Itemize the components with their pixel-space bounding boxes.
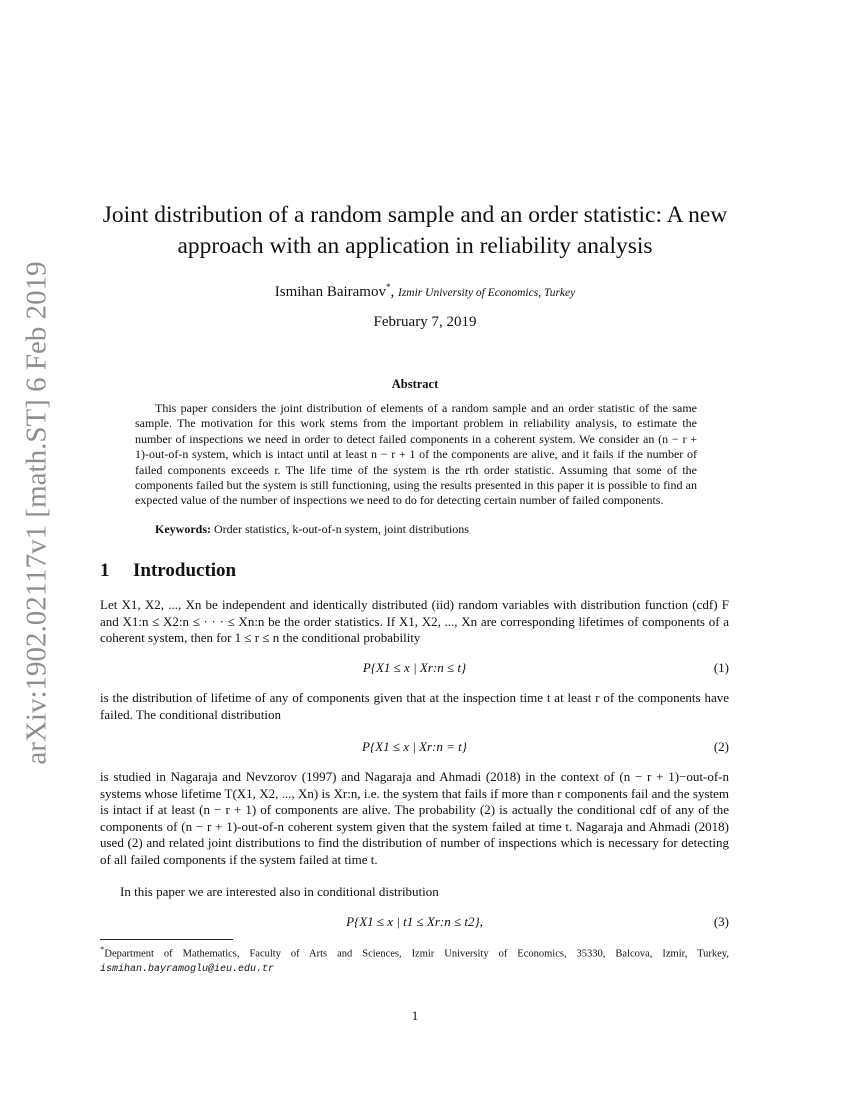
- paper-date: February 7, 2019: [373, 314, 477, 330]
- keywords-list: Order statistics, k-out-of-n system, joint distributions: [214, 522, 469, 536]
- paragraph-after-eq2: is studied in Nagaraja and Nevzorov (1997) and Nagaraja and Ahmadi (2018) in the context of (n − r + 1)−out-of-n systems whose lifetime T(X1, X2, ..., Xn) is Xr:n, i.e. the system that fails if more than r components fail and the system is intact if at least (n − r + 1) of components are alive. The probability (2) is actually the conditional cdf of any of the components of (n − r + 1)-out-of-n coherent system given that the system failed at time t. Nagaraja and Ahmadi (2018) used (2) and related joint distributions to find the distribution of number of inspections which is necessary for detecting of all failed components if the system failed at time t.: [100, 769, 729, 867]
- equation-1-tag: (1): [713, 660, 729, 675]
- footnote-text: Department of Mathematics, Faculty of Arts and Sciences, Izmir University of Economics, 35330, Balcova, Izmir, Turkey,: [104, 948, 729, 960]
- equation-2-expression: P{X1 ≤ x | Xr:n = t}: [362, 739, 467, 754]
- section-number: 1: [100, 560, 110, 581]
- abstract-heading: Abstract: [391, 377, 439, 391]
- paragraph-interest: In this paper we are interested also in conditional distribution: [120, 884, 439, 899]
- equation-2: [100, 739, 729, 755]
- author-footnote-marker: *: [385, 282, 391, 292]
- author-name: Ismihan Bairamov: [274, 284, 386, 300]
- section-title: Introduction: [133, 560, 237, 581]
- section-heading: [100, 560, 236, 582]
- footnote-marker: *: [100, 944, 105, 954]
- author-affiliation: Izmir University of Economics, Turkey: [397, 287, 576, 299]
- equation-1-expression: P{X1 ≤ x | Xr:n ≤ t}: [362, 660, 467, 675]
- page-number: 1: [411, 1008, 419, 1023]
- equation-3: [100, 914, 729, 930]
- footnote-divider: [100, 939, 233, 940]
- footnote: [100, 942, 729, 977]
- author-line: Ismihan Bairamov*, Izmir University of Economics, Turkey: [274, 282, 576, 300]
- equation-3-expression: P{X1 ≤ x | t1 ≤ Xr:n ≤ t2},: [346, 914, 483, 929]
- footnote-email-link[interactable]: ismihan.bayramoglu@ieu.edu.tr: [100, 963, 275, 975]
- paper-title: Joint distribution of a random sample and an order statistic: A new approach with an application in reliability analysis: [102, 202, 728, 259]
- keywords-line: [155, 522, 715, 537]
- equation-1: [100, 660, 729, 676]
- arxiv-identifier-text: arXiv:1902.02117v1 [math.ST] 6 Feb 2019: [20, 261, 53, 765]
- keywords-label: Keywords:: [155, 522, 211, 536]
- equation-2-tag: (2): [713, 739, 729, 754]
- equation-3-tag: (3): [713, 914, 729, 929]
- intro-paragraph: Let X1, X2, ..., Xn be independent and identically distributed (iid) random variables with distribution function (cdf) F and X1:n ≤ X2:n ≤ · · · ≤ Xn:n be the order statistics. If X1, X2, ..., Xn are corresponding lifetimes of components of a coherent system, then for 1 ≤ r ≤ n the conditional probability: [100, 597, 729, 646]
- arxiv-identifier-stamp: [16, 261, 58, 765]
- paragraph-after-eq1: is the distribution of lifetime of any of components given that at the inspection time t at least r of the components have failed. The conditional distribution: [100, 690, 729, 722]
- abstract-body: This paper considers the joint distribution of elements of a random sample and an order statistic of the same sample. The motivation for this work stems from the important problem in reliability analysis, to estimate the number of inspections we need in order to detect failed components in a coherent system. We consider an (n − r + 1)-out-of-n system, which is intact until at least n − r + 1 of the components are alive, and it fails if the number of failed components exceeds r. The life time of the system is the rth order statistic. Assuming that some of the components failed but the system is still functioning, using the results presented in this paper it is possible to find an expected value of the number of inspections we need to do for detecting certain number of failed components.: [135, 401, 697, 508]
